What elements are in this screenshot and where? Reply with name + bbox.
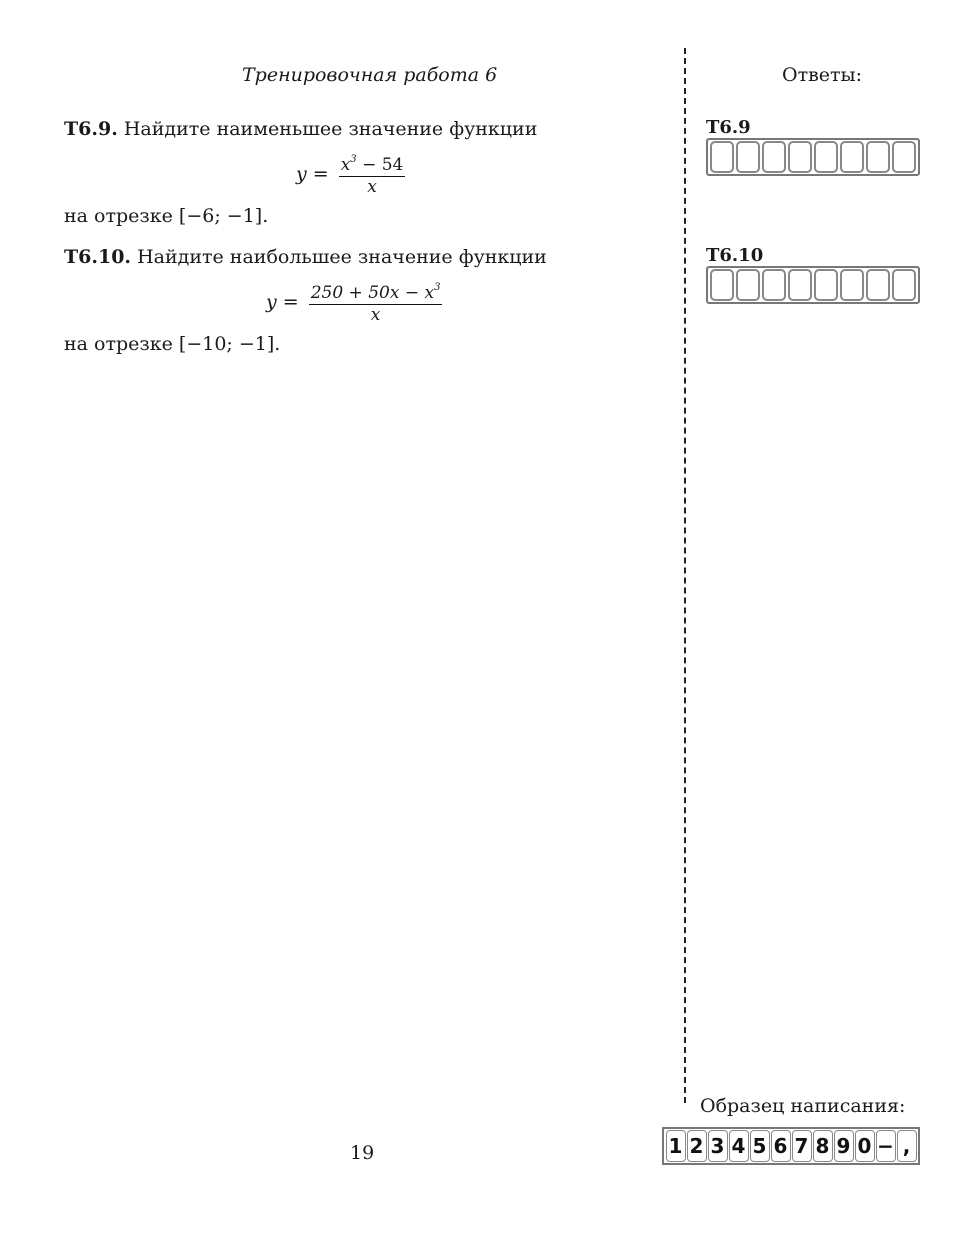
sample-char: 7 (792, 1130, 812, 1162)
answer-cell[interactable] (762, 141, 786, 173)
sample-char: 6 (771, 1130, 791, 1162)
page-number: 19 (350, 1142, 375, 1164)
answer-cell[interactable] (788, 269, 812, 301)
problem-interval: на отрезке [−6; −1]. (64, 205, 269, 227)
answer-cell[interactable] (840, 141, 864, 173)
numerator-part: x (340, 155, 351, 175)
sample-char: 1 (666, 1130, 686, 1162)
answer-cell[interactable] (710, 141, 734, 173)
function-formula (296, 150, 664, 197)
sample-characters (662, 1127, 920, 1165)
problem-statement (64, 244, 664, 270)
sample-char: − (876, 1130, 896, 1162)
fraction-denominator: x (370, 305, 381, 325)
formula-lhs: y = (296, 162, 329, 185)
sample-char: 9 (834, 1130, 854, 1162)
answer-cell[interactable] (736, 269, 760, 301)
page-header-title: Тренировочная работа 6 (242, 64, 498, 86)
sample-char: 3 (708, 1130, 728, 1162)
answer-block-t6-9 (706, 117, 920, 176)
sample-char: 5 (750, 1130, 770, 1162)
fraction (309, 278, 443, 325)
answer-cell[interactable] (762, 269, 786, 301)
answer-cell[interactable] (892, 269, 916, 301)
problem-t6-9 (64, 116, 664, 229)
fraction-numerator (309, 278, 443, 305)
answer-cell[interactable] (866, 141, 890, 173)
problem-interval: на отрезке [−10; −1]. (64, 333, 281, 355)
answer-cell[interactable] (892, 141, 916, 173)
numerator-exponent: 3 (350, 154, 357, 165)
sample-label: Образец написания: (700, 1095, 906, 1117)
problem-id: Т6.9. (64, 118, 118, 140)
sample-char: , (897, 1130, 917, 1162)
answer-label: Т6.9 (706, 117, 751, 138)
answer-cell[interactable] (736, 141, 760, 173)
answer-cells (706, 266, 920, 304)
answer-cell[interactable] (814, 269, 838, 301)
problem-statement (64, 116, 664, 142)
answer-cell[interactable] (866, 269, 890, 301)
problem-id: Т6.10. (64, 246, 132, 268)
sample-char: 2 (687, 1130, 707, 1162)
answers-heading: Ответы: (782, 64, 863, 86)
function-formula (266, 278, 664, 325)
problem-text: Найдите наибольшее значение функции (131, 246, 547, 268)
answer-cell[interactable] (710, 269, 734, 301)
fraction (339, 150, 406, 197)
formula-lhs: y = (266, 290, 299, 313)
sample-char: 8 (813, 1130, 833, 1162)
answer-cell[interactable] (840, 269, 864, 301)
problem-text: Найдите наименьшее значение функции (117, 118, 538, 140)
sample-char: 4 (729, 1130, 749, 1162)
fraction-numerator (339, 150, 406, 177)
answer-cell[interactable] (814, 141, 838, 173)
numerator-part: 250 + 50x − x (310, 283, 435, 303)
dashed-divider (684, 48, 686, 1103)
fraction-denominator: x (367, 177, 377, 197)
problem-t6-10 (64, 244, 664, 357)
answer-block-t6-10 (706, 245, 920, 304)
answer-cells (706, 138, 920, 176)
numerator-tail: − 54 (356, 155, 404, 175)
sample-char: 0 (855, 1130, 875, 1162)
answer-cell[interactable] (788, 141, 812, 173)
answer-label: Т6.10 (706, 245, 764, 266)
numerator-exponent: 3 (434, 282, 441, 293)
